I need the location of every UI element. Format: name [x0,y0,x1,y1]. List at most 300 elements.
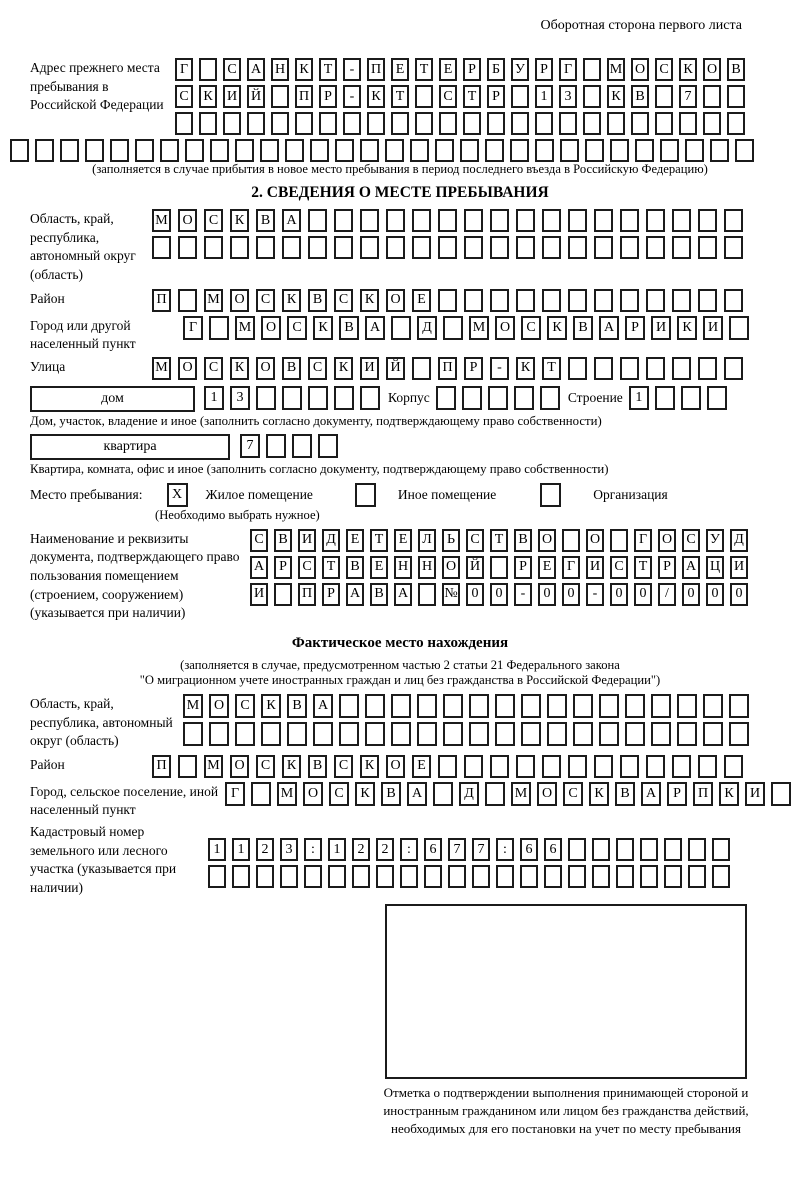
char-box[interactable] [256,236,275,259]
char-box[interactable] [535,139,554,162]
char-box[interactable] [35,139,54,162]
char-box[interactable]: А [394,583,412,606]
char-box[interactable]: С [563,782,583,806]
char-box[interactable] [391,316,411,340]
checkbox-zhiloe[interactable] [157,483,198,507]
fact-rayon-row[interactable] [152,755,750,778]
char-box[interactable] [712,865,730,888]
char-box[interactable] [568,289,587,312]
char-box[interactable] [412,209,431,232]
char-box[interactable]: А [346,583,364,606]
char-box[interactable] [516,209,535,232]
char-box[interactable] [688,865,706,888]
char-box[interactable]: 7 [448,838,466,861]
char-box[interactable] [635,139,654,162]
char-box[interactable] [210,139,229,162]
doc-row-1[interactable] [250,529,754,552]
char-box[interactable] [640,838,658,861]
char-box[interactable]: К [589,782,609,806]
char-box[interactable] [490,556,508,579]
char-box[interactable] [698,755,717,778]
char-box[interactable] [712,838,730,861]
char-box[interactable] [724,357,743,380]
char-box[interactable]: С [256,755,275,778]
char-box[interactable]: - [343,58,361,81]
char-box[interactable]: Г [559,58,577,81]
char-box[interactable] [672,289,691,312]
char-box[interactable] [438,755,457,778]
char-box[interactable]: С [334,289,353,312]
char-box[interactable] [435,139,454,162]
char-box[interactable]: 7 [240,434,260,458]
char-box[interactable]: И [703,316,723,340]
char-box[interactable] [334,209,353,232]
char-box[interactable] [620,289,639,312]
char-box[interactable] [472,865,490,888]
char-box[interactable]: К [719,782,739,806]
char-box[interactable] [178,755,197,778]
char-box[interactable] [703,112,721,135]
char-box[interactable]: А [247,58,265,81]
char-box[interactable]: К [282,289,301,312]
char-box[interactable]: С [235,694,255,718]
char-box[interactable] [660,139,679,162]
char-box[interactable] [646,289,665,312]
char-box[interactable] [487,112,505,135]
char-box[interactable] [610,529,628,552]
char-box[interactable]: Н [418,556,436,579]
char-box[interactable] [485,139,504,162]
char-box[interactable]: М [235,316,255,340]
char-box[interactable]: Е [370,556,388,579]
char-box[interactable] [464,236,483,259]
char-box[interactable]: Д [322,529,340,552]
char-box[interactable]: О [586,529,604,552]
char-box[interactable]: 7 [472,838,490,861]
char-box[interactable]: 0 [634,583,652,606]
section2-ulitsa-row[interactable] [152,357,750,380]
char-box[interactable] [208,865,226,888]
char-box[interactable] [651,722,671,746]
char-box[interactable] [724,289,743,312]
char-box[interactable] [664,838,682,861]
char-box[interactable] [292,434,312,458]
char-box[interactable] [418,583,436,606]
char-box[interactable]: И [651,316,671,340]
char-box[interactable] [386,209,405,232]
char-box[interactable]: М [469,316,489,340]
char-box[interactable]: Р [514,556,532,579]
char-box[interactable] [568,357,587,380]
char-box[interactable]: С [250,529,268,552]
char-box[interactable]: А [682,556,700,579]
char-box[interactable]: К [199,85,217,108]
char-box[interactable] [698,209,717,232]
char-box[interactable] [400,865,418,888]
char-box[interactable] [568,236,587,259]
char-box[interactable]: И [223,85,241,108]
char-box[interactable] [568,865,586,888]
char-box[interactable]: П [298,583,316,606]
char-box[interactable]: С [334,755,353,778]
char-box[interactable] [412,357,431,380]
kvartira-number-row[interactable] [240,434,344,458]
char-box[interactable] [280,865,298,888]
char-box[interactable] [672,236,691,259]
char-box[interactable] [490,289,509,312]
char-box[interactable] [655,112,673,135]
char-box[interactable] [334,236,353,259]
char-box[interactable]: С [682,529,700,552]
char-box[interactable] [490,236,509,259]
char-box[interactable] [209,722,229,746]
char-box[interactable]: К [295,58,313,81]
char-box[interactable]: 2 [352,838,370,861]
char-box[interactable] [319,112,337,135]
char-box[interactable]: 6 [544,838,562,861]
char-box[interactable] [544,865,562,888]
char-box[interactable] [328,865,346,888]
char-box[interactable] [735,139,754,162]
char-box[interactable] [535,112,553,135]
char-box[interactable]: Г [634,529,652,552]
char-box[interactable] [256,865,274,888]
char-box[interactable]: И [586,556,604,579]
char-box[interactable] [698,289,717,312]
char-box[interactable]: Г [225,782,245,806]
stroenie-row[interactable] [629,386,733,410]
char-box[interactable] [599,722,619,746]
prev-address-row-2[interactable] [175,85,751,108]
doc-row-3[interactable] [250,583,754,606]
char-box[interactable]: : [496,838,514,861]
char-box[interactable] [703,694,723,718]
char-box[interactable]: 3 [280,838,298,861]
char-box[interactable]: С [521,316,541,340]
char-box[interactable]: Г [175,58,193,81]
char-box[interactable]: Е [391,58,409,81]
char-box[interactable]: 2 [376,838,394,861]
char-box[interactable] [209,316,229,340]
char-box[interactable]: В [615,782,635,806]
char-box[interactable] [365,722,385,746]
char-box[interactable]: П [438,357,457,380]
prev-address-row-3[interactable] [175,112,751,135]
char-box[interactable]: К [547,316,567,340]
char-box[interactable]: 3 [230,386,250,410]
char-box[interactable]: О [495,316,515,340]
char-box[interactable] [672,357,691,380]
char-box[interactable] [560,139,579,162]
char-box[interactable]: С [308,357,327,380]
char-box[interactable]: О [386,289,405,312]
char-box[interactable]: Р [625,316,645,340]
char-box[interactable]: С [287,316,307,340]
fact-oblast-row-1[interactable] [183,694,755,718]
char-box[interactable]: Т [415,58,433,81]
char-box[interactable] [110,139,129,162]
char-box[interactable] [681,386,701,410]
char-box[interactable]: К [360,289,379,312]
char-box[interactable] [282,236,301,259]
char-box[interactable] [651,694,671,718]
char-box[interactable] [568,755,587,778]
char-box[interactable]: Д [459,782,479,806]
section2-gorod-row[interactable] [183,316,755,354]
char-box[interactable]: 0 [562,583,580,606]
char-box[interactable] [516,755,535,778]
char-box[interactable] [685,139,704,162]
char-box[interactable]: С [439,85,457,108]
char-box[interactable] [592,838,610,861]
char-box[interactable] [391,112,409,135]
char-box[interactable] [703,85,721,108]
char-box[interactable] [424,865,442,888]
char-box[interactable]: 1 [232,838,250,861]
char-box[interactable]: 0 [490,583,508,606]
char-box[interactable]: Е [439,58,457,81]
char-box[interactable] [707,386,727,410]
char-box[interactable]: О [442,556,460,579]
char-box[interactable] [318,434,338,458]
char-box[interactable] [464,755,483,778]
char-box[interactable]: 0 [730,583,748,606]
char-box[interactable]: С [175,85,193,108]
char-box[interactable]: Р [658,556,676,579]
char-box[interactable] [655,386,675,410]
char-box[interactable]: О [256,357,275,380]
char-box[interactable] [646,357,665,380]
char-box[interactable] [495,694,515,718]
char-box[interactable] [640,865,658,888]
char-box[interactable]: М [204,289,223,312]
korpus-row[interactable] [436,386,566,410]
char-box[interactable]: Т [634,556,652,579]
prev-address-row-1[interactable] [175,58,751,81]
section2-oblast-row-1[interactable] [152,209,750,232]
char-box[interactable]: В [346,556,364,579]
char-box[interactable] [724,209,743,232]
char-box[interactable]: Н [271,58,289,81]
char-box[interactable] [724,236,743,259]
char-box[interactable]: - [490,357,509,380]
char-box[interactable]: 1 [208,838,226,861]
char-box[interactable] [510,139,529,162]
char-box[interactable] [443,316,463,340]
char-box[interactable] [516,289,535,312]
char-box[interactable] [646,755,665,778]
char-box[interactable]: М [607,58,625,81]
fact-gorod-row[interactable] [225,782,797,820]
char-box[interactable] [448,865,466,888]
char-box[interactable]: Б [487,58,505,81]
section2-oblast-row-2[interactable] [152,236,750,259]
char-box[interactable]: В [573,316,593,340]
doc-row-2[interactable] [250,556,754,579]
char-box[interactable] [412,236,431,259]
char-box[interactable]: О [386,755,405,778]
char-box[interactable] [391,722,411,746]
prev-address-row-4[interactable] [10,139,800,162]
char-box[interactable] [438,289,457,312]
char-box[interactable] [415,85,433,108]
char-box[interactable] [308,386,328,410]
char-box[interactable]: Т [319,58,337,81]
char-box[interactable]: - [586,583,604,606]
char-box[interactable] [542,209,561,232]
char-box[interactable] [339,722,359,746]
char-box[interactable] [360,209,379,232]
char-box[interactable] [727,112,745,135]
char-box[interactable] [679,112,697,135]
checkbox-org[interactable] [530,483,571,507]
char-box[interactable] [672,755,691,778]
char-box[interactable] [352,865,370,888]
char-box[interactable]: 0 [538,583,556,606]
char-box[interactable]: Д [730,529,748,552]
char-box[interactable] [410,139,429,162]
char-box[interactable] [223,112,241,135]
char-box[interactable]: О [209,694,229,718]
char-box[interactable]: Ц [706,556,724,579]
char-box[interactable] [463,112,481,135]
char-box[interactable]: В [370,583,388,606]
char-box[interactable]: О [538,529,556,552]
char-box[interactable] [417,722,437,746]
char-box[interactable]: В [274,529,292,552]
char-box[interactable]: М [277,782,297,806]
char-box[interactable] [727,85,745,108]
char-box[interactable] [542,236,561,259]
char-box[interactable] [607,112,625,135]
char-box[interactable]: Р [322,583,340,606]
char-box[interactable] [592,865,610,888]
char-box[interactable]: В [514,529,532,552]
char-box[interactable]: О [178,209,197,232]
char-box[interactable] [287,722,307,746]
char-box[interactable]: М [511,782,531,806]
char-box[interactable]: М [183,694,203,718]
char-box[interactable] [616,865,634,888]
char-box[interactable] [462,386,482,410]
char-box[interactable] [599,694,619,718]
fact-kadastr-row-2[interactable] [208,865,736,888]
char-box[interactable]: В [308,755,327,778]
char-box[interactable]: Р [464,357,483,380]
char-box[interactable] [573,722,593,746]
char-box[interactable] [729,694,749,718]
char-box[interactable] [335,139,354,162]
char-box[interactable] [443,694,463,718]
char-box[interactable] [439,112,457,135]
char-box[interactable] [542,289,561,312]
char-box[interactable] [511,85,529,108]
char-box[interactable]: А [313,694,333,718]
char-box[interactable]: К [230,209,249,232]
char-box[interactable] [360,139,379,162]
char-box[interactable]: № [442,583,460,606]
char-box[interactable] [646,209,665,232]
char-box[interactable] [573,694,593,718]
char-box[interactable] [386,236,405,259]
char-box[interactable] [367,112,385,135]
checkbox-inoe[interactable] [345,483,386,507]
char-box[interactable] [376,865,394,888]
char-box[interactable]: Д [417,316,437,340]
char-box[interactable]: К [607,85,625,108]
char-box[interactable] [490,755,509,778]
char-box[interactable]: С [204,209,223,232]
char-box[interactable]: О [178,357,197,380]
char-box[interactable]: В [282,357,301,380]
char-box[interactable] [183,722,203,746]
char-box[interactable] [135,139,154,162]
char-box[interactable]: К [261,694,281,718]
char-box[interactable]: Р [319,85,337,108]
char-box[interactable]: Р [463,58,481,81]
char-box[interactable] [160,139,179,162]
char-box[interactable] [631,112,649,135]
char-box[interactable]: И [730,556,748,579]
stamp-area[interactable] [385,904,747,1079]
char-box[interactable]: Р [667,782,687,806]
char-box[interactable] [495,722,515,746]
char-box[interactable] [646,236,665,259]
char-box[interactable] [232,865,250,888]
char-box[interactable] [460,139,479,162]
char-box[interactable] [266,434,286,458]
char-box[interactable] [672,209,691,232]
char-box[interactable] [438,236,457,259]
char-box[interactable]: - [514,583,532,606]
char-box[interactable] [585,139,604,162]
char-box[interactable] [443,722,463,746]
char-box[interactable]: А [599,316,619,340]
char-box[interactable] [360,236,379,259]
char-box[interactable]: П [152,755,171,778]
char-box[interactable] [625,694,645,718]
char-box[interactable]: В [631,85,649,108]
char-box[interactable] [490,209,509,232]
char-box[interactable]: О [230,289,249,312]
char-box[interactable] [295,112,313,135]
char-box[interactable]: П [152,289,171,312]
char-box[interactable]: Т [463,85,481,108]
char-box[interactable]: П [693,782,713,806]
char-box[interactable] [256,386,276,410]
char-box[interactable] [469,722,489,746]
char-box[interactable]: С [223,58,241,81]
char-box[interactable]: 0 [682,583,700,606]
char-box[interactable]: Л [418,529,436,552]
char-box[interactable] [703,722,723,746]
char-box[interactable] [620,755,639,778]
char-box[interactable]: 0 [466,583,484,606]
char-box[interactable]: В [339,316,359,340]
char-box[interactable]: - [343,85,361,108]
char-box[interactable] [620,357,639,380]
char-box[interactable]: 0 [610,583,628,606]
char-box[interactable] [343,112,361,135]
char-box[interactable]: Г [562,556,580,579]
char-box[interactable] [199,112,217,135]
char-box[interactable]: К [677,316,697,340]
char-box[interactable] [616,838,634,861]
char-box[interactable]: Е [412,289,431,312]
char-box[interactable] [417,694,437,718]
char-box[interactable] [594,209,613,232]
char-box[interactable]: 3 [559,85,577,108]
